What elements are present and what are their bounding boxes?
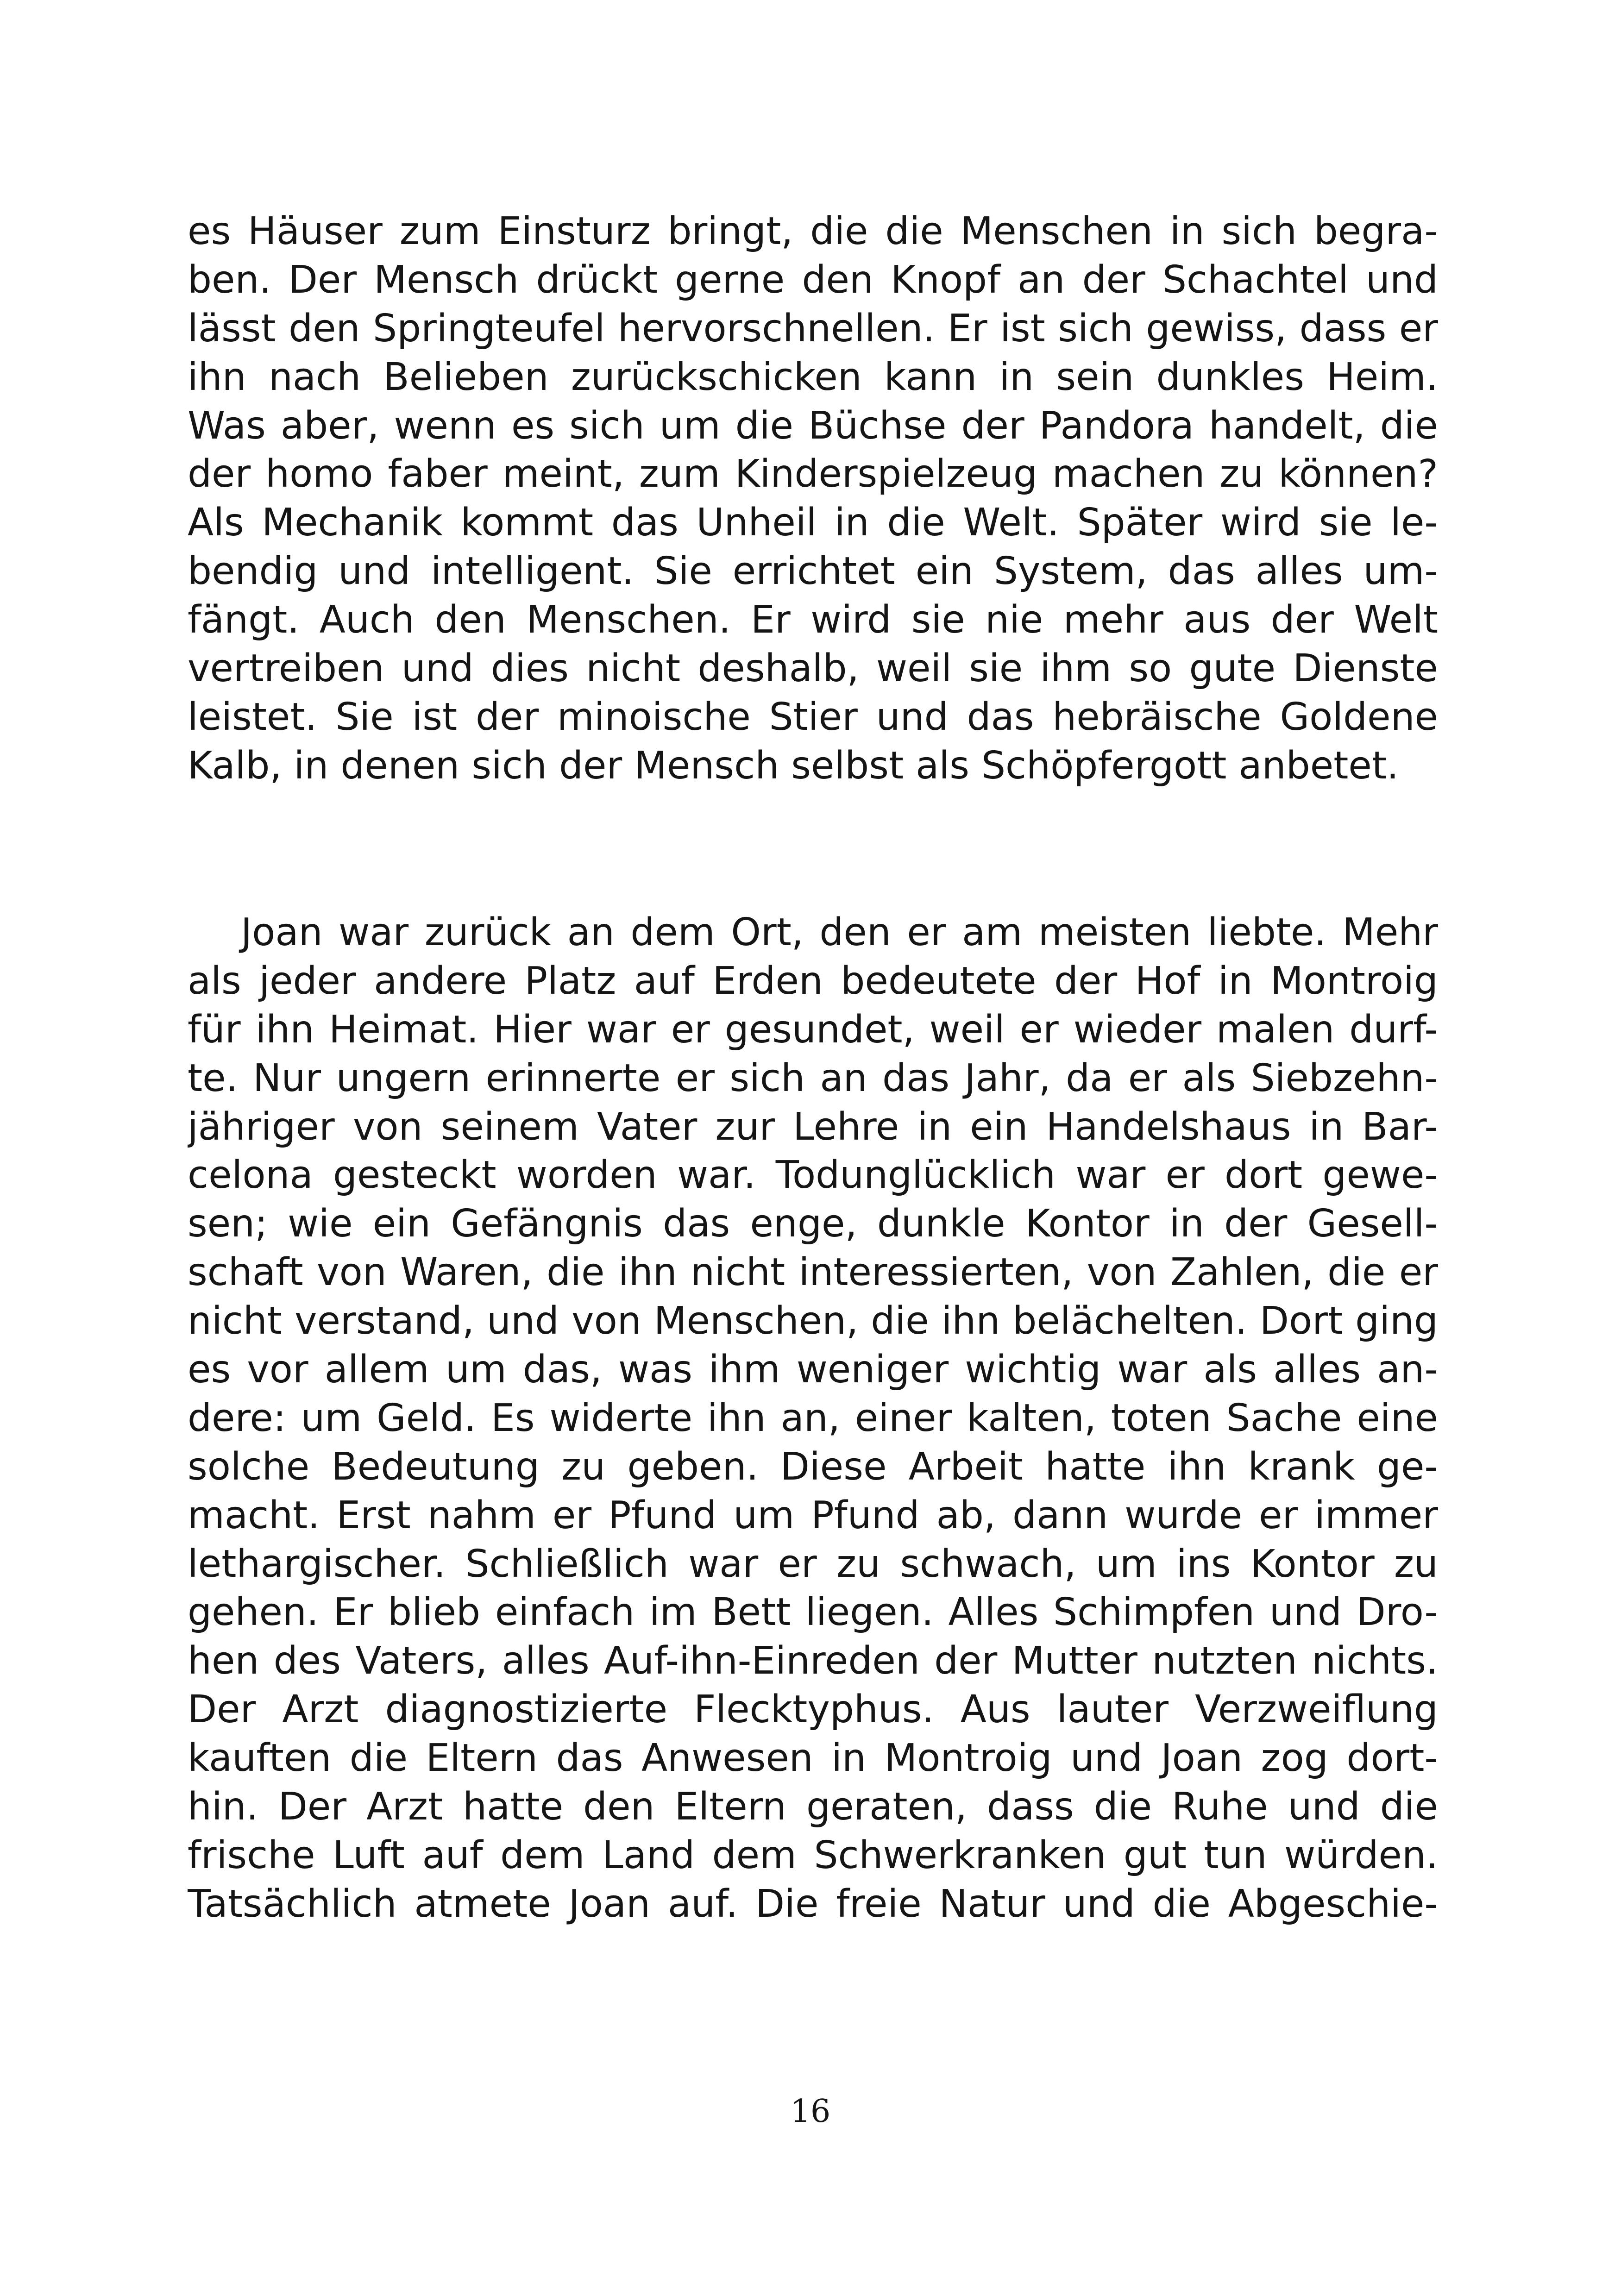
text-line: hin. Der Arzt hatte den Eltern geraten, dass die Ruhe und die <box>188 1785 1438 1829</box>
text-line: solche Bedeutung zu geben. Diese Arbeit hatte ihn krank ge- <box>188 1444 1438 1489</box>
text-line: schaft von Waren, die ihn nicht interessierten, von Zahlen, die er <box>188 1250 1438 1295</box>
text-line: als jeder andere Platz auf Erden bedeutete der Hof in Montroig <box>188 959 1438 1003</box>
text-line: Kalb, in denen sich der Mensch selbst als Schöpfergott anbetet. <box>188 743 1399 788</box>
text-line: macht. Erst nahm er Pfund um Pfund ab, dann wurde er immer <box>188 1493 1438 1537</box>
text-line: hen des Vaters, alles Auf-ihn-Einreden der Mutter nutzten nichts. <box>188 1639 1438 1683</box>
text-line: te. Nur ungern erinnerte er sich an das Jahr, da er als Siebzehn- <box>188 1056 1438 1100</box>
text-line: Der Arzt diagnostizierte Flecktyphus. Aus lauter Verzweiflung <box>188 1687 1438 1732</box>
text-line: für ihn Heimat. Hier war er gesundet, weil er wieder malen durf- <box>188 1007 1438 1052</box>
text-line: Was aber, wenn es sich um die Büchse der Pandora handelt, die <box>188 403 1438 448</box>
text-line: lethargischer. Schließlich war er zu schwach, um ins Kontor zu <box>188 1542 1438 1586</box>
text-line: leistet. Sie ist der minoische Stier und das hebräische Goldene <box>188 695 1438 739</box>
text-line: fängt. Auch den Menschen. Er wird sie nie mehr aus der Welt <box>188 598 1438 642</box>
text-line: lässt den Springteufel hervorschnellen. Er ist sich gewiss, dass er <box>188 306 1438 351</box>
text-line: jähriger von seinem Vater zur Lehre in ein Handelshaus in Bar- <box>188 1104 1438 1149</box>
text-line: Joan war zurück an dem Ort, den er am meisten liebte. Mehr <box>241 910 1438 954</box>
paragraph-1 <box>188 207 1438 790</box>
text-line: nicht verstand, und von Menschen, die ihn belächelten. Dort ging <box>188 1299 1438 1343</box>
text-line: ihn nach Belieben zurückschicken kann in sein dunkles Heim. <box>188 355 1438 399</box>
text-line: bendig und intelligent. Sie errichtet ein System, das alles um- <box>188 549 1438 594</box>
text-line: der homo faber meint, zum Kinderspielzeug machen zu können? <box>188 452 1438 496</box>
text-line: dere: um Geld. Es widerte ihn an, einer kalten, toten Sache eine <box>188 1396 1438 1440</box>
text-line: gehen. Er blieb einfach im Bett liegen. Alles Schimpfen und Dro- <box>188 1590 1438 1635</box>
paragraph-2 <box>188 909 1438 1929</box>
text-line: es vor allem um das, was ihm weniger wichtig war als alles an- <box>188 1348 1438 1392</box>
text-line: Als Mechanik kommt das Unheil in die Welt. Später wird sie le- <box>188 501 1438 545</box>
text-line: celona gesteckt worden war. Todunglücklich war er dort gewe- <box>188 1153 1438 1198</box>
page-number: 16 <box>790 2093 831 2130</box>
text-line: sen; wie ein Gefängnis das enge, dunkle Kontor in der Gesell- <box>188 1202 1438 1246</box>
text-line: frische Luft auf dem Land dem Schwerkranken gut tun würden. <box>188 1833 1438 1877</box>
text-line: vertreiben und dies nicht deshalb, weil sie ihm so gute Dienste <box>188 646 1438 691</box>
text-line: ben. Der Mensch drückt gerne den Knopf an der Schachtel und <box>188 257 1438 302</box>
text-line: Tatsächlich atmete Joan auf. Die freie Natur und die Abgeschie- <box>188 1882 1438 1926</box>
text-line: es Häuser zum Einsturz bringt, die die Menschen in sich begra- <box>188 209 1438 253</box>
text-line: kauften die Eltern das Anwesen in Montroig und Joan zog dort- <box>188 1736 1438 1781</box>
